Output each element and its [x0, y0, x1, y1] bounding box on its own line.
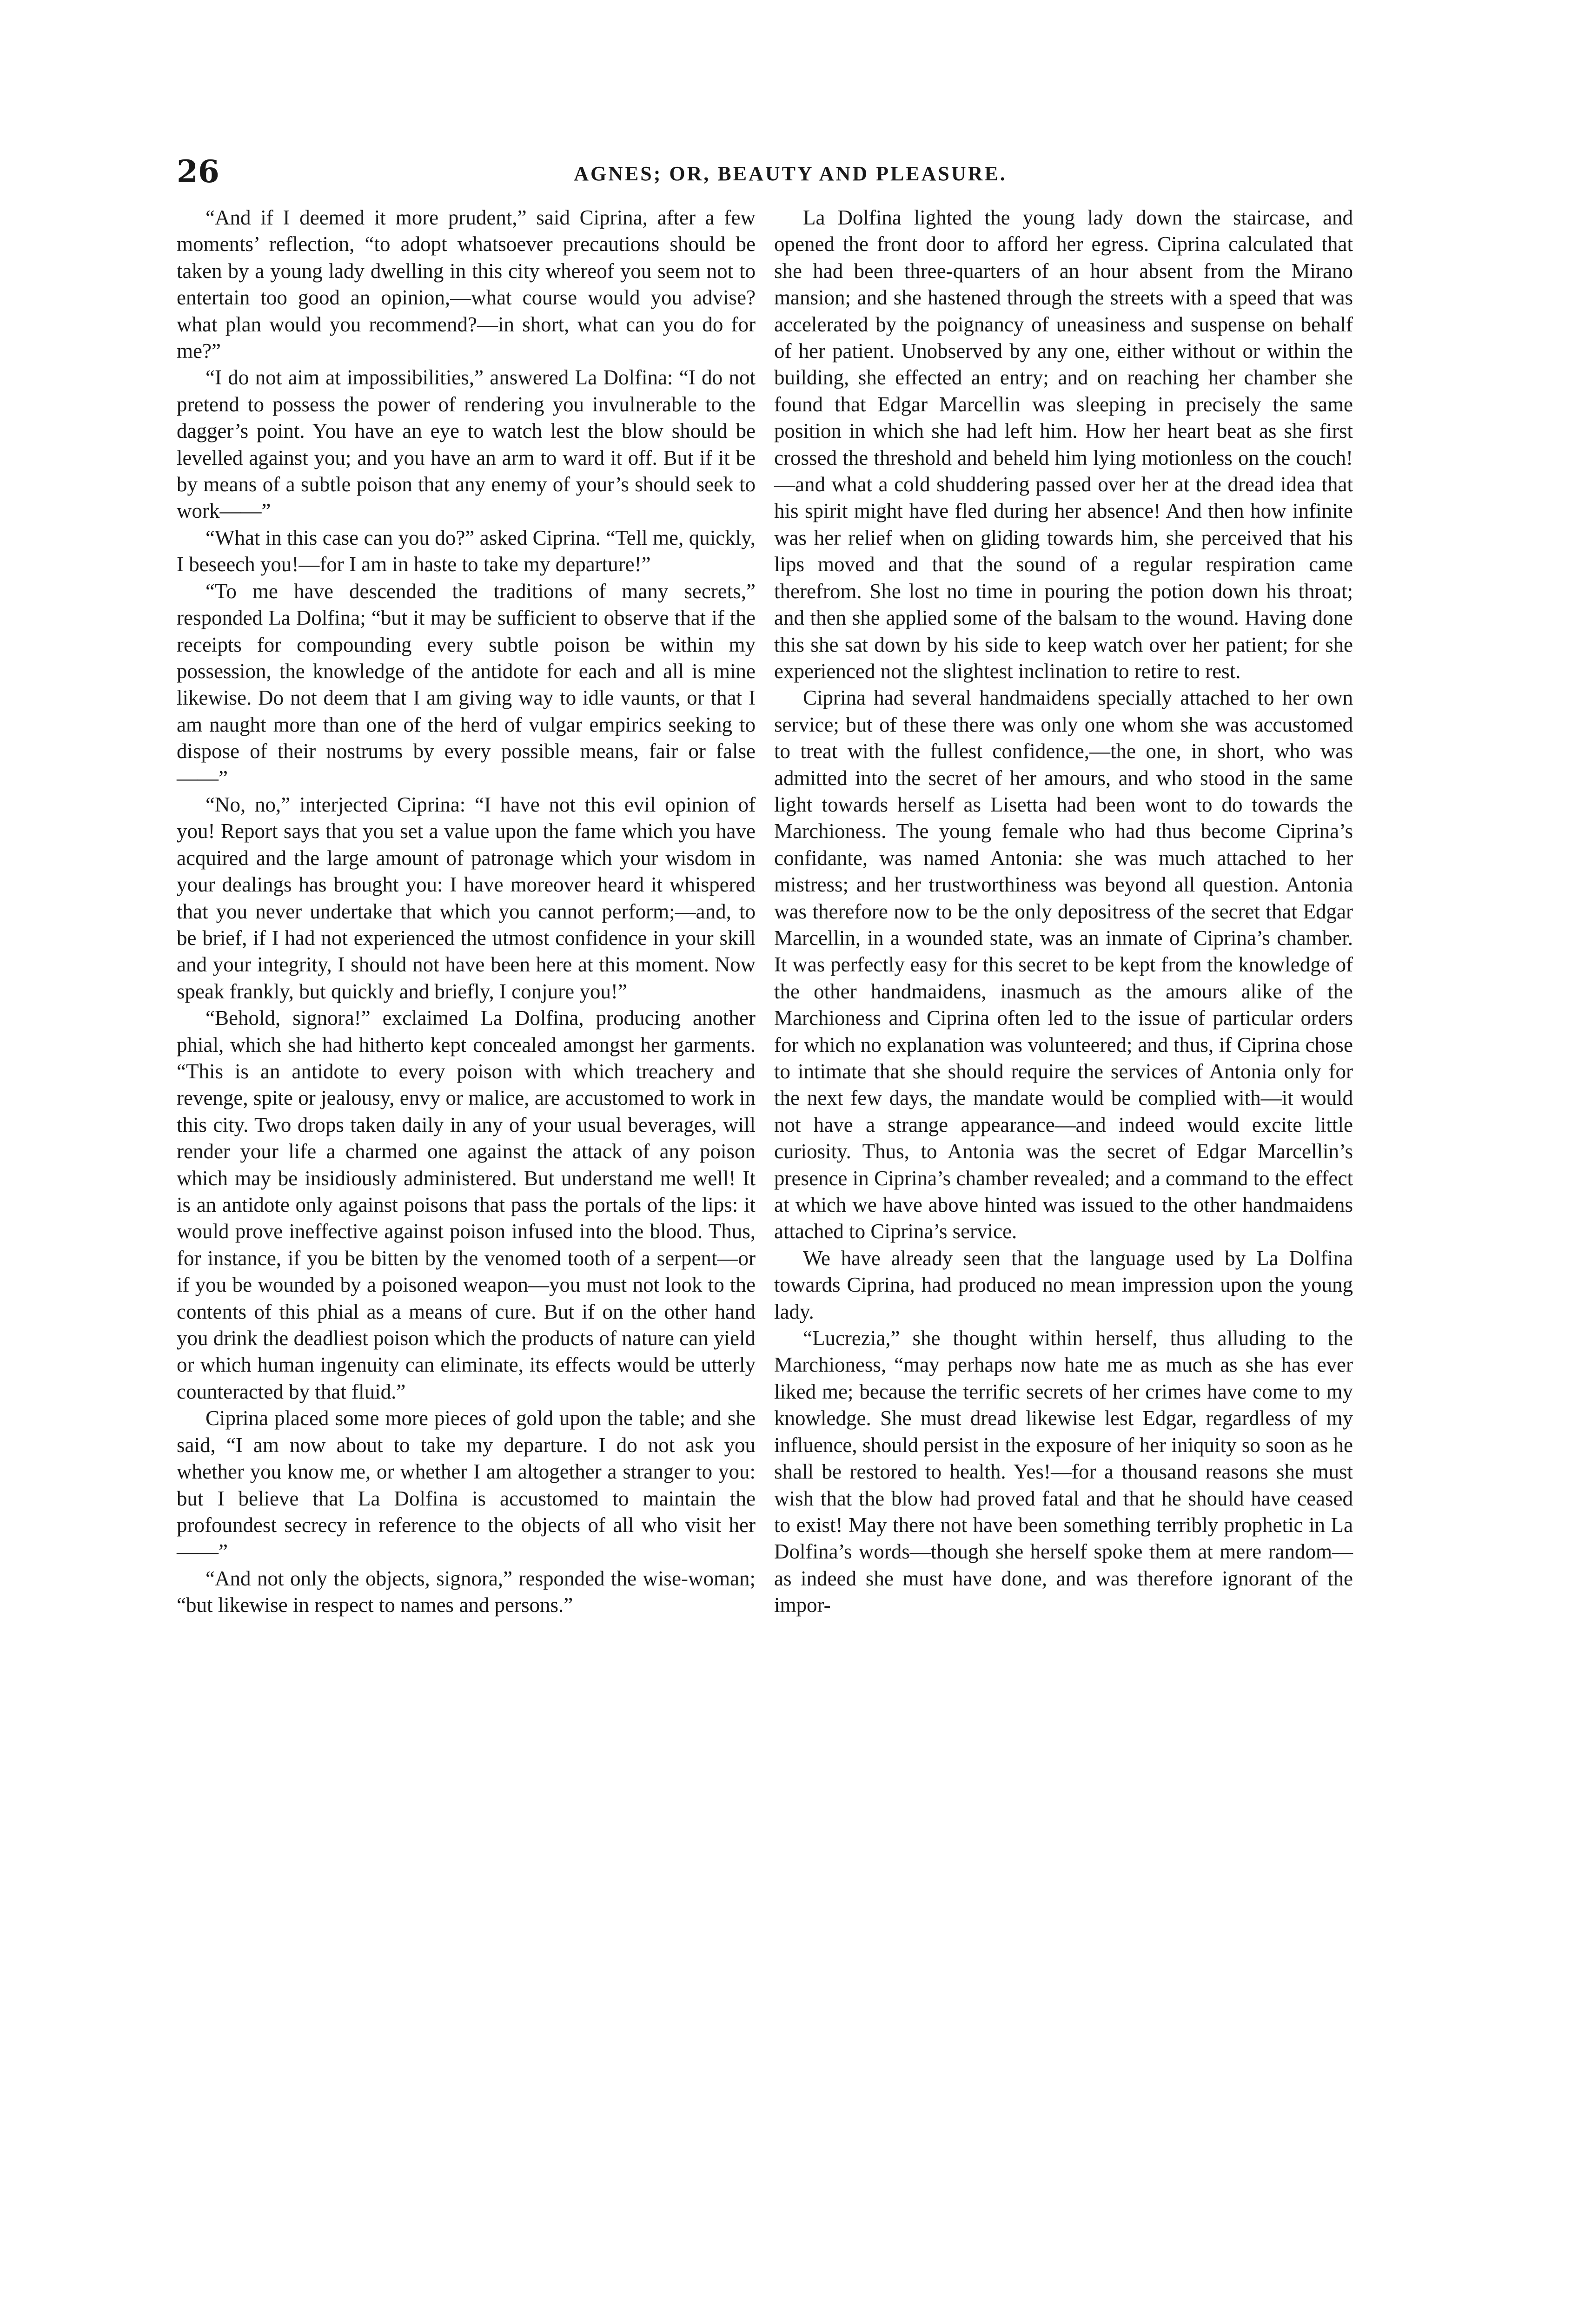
page-number: 26 [177, 153, 219, 190]
paragraph: We have already seen that the language used by La Dolfina towards Ciprina, had produced no mean impression upon the young lady. [774, 1246, 1353, 1323]
paragraph: “And not only the objects, signora,” responded the wise-woman; “but likewise in respect to names and persons.” [177, 1566, 756, 1617]
paragraph: “And if I deemed it more prudent,” said Ciprina, after a few moments’ reflection, “to adopt whatsoever precautions should be taken by a young lady dwelling in this city whereof you seem not to entertain too good an opinion,—what course would you advise? what plan would you recommend?—in short, what can you do for me?” [177, 206, 756, 363]
page-header [177, 153, 1404, 191]
paragraph: “I do not aim at impossibilities,” answered La Dolfina: “I do not pretend to possess the power of rendering you invulnerable to the dagger’s point. You have an eye to watch lest the blow should be levelled against you; and you have an arm to ward it off. But if it be by means of a subtle poison that any enemy of your’s should seek to work——” [177, 366, 756, 523]
right-column [774, 205, 1353, 1619]
paragraph: “Behold, signora!” exclaimed La Dolfina, producing another phial, which she had hitherto kept concealed amongst her garments. “This is an antidote to every poison with which treachery and revenge, spite or jealousy, envy or malice, are accustomed to work in this city. Two drops taken daily in any of your usual beverages, will render your life a charmed one against the attack of any poison which may be insidiously administered. But understand me well! It is an antidote only against poisons that pass the portals of the lips: it would prove ineffective against poison infused into the blood. Thus, for instance, if you be bitten by the venomed tooth of a serpent—or if you be wounded by a poisoned weapon—you must not look to the contents of this phial as a means of cure. But if on the other hand you drink the deadliest poison which the products of nature can yield or which human ingenuity can eliminate, its effects would be utterly counteracted by that fluid.” [177, 1006, 756, 1403]
paragraph: “What in this case can you do?” asked Ciprina. “Tell me, quickly, I beseech you!—for I am in haste to take my departure!” [177, 526, 756, 576]
paragraph: Ciprina placed some more pieces of gold upon the table; and she said, “I am now about to take my departure. I do not ask you whether you know me, or whether I am altogether a stranger to you: but I believe that La Dolfina is accustomed to maintain the profoundest secrecy in reference to the objects of all who visit her——” [177, 1406, 756, 1564]
paragraph: “Lucrezia,” she thought within herself, thus alluding to the Marchioness, “may perhaps now hate me as much as she has ever liked me; because the terrific secrets of her crimes have come to my knowledge. She must dread likewise lest Edgar, regardless of my influence, should persist in the exposure of her iniquity so soon as he shall be restored to health. Yes!—for a thousand reasons she must wish that the blow had proved fatal and that he should have ceased to exist! May there not have been something terribly prophetic in La Dolfina’s words—though she herself spoke them at mere random—as indeed she must have done, and was therefore ignorant of the impor- [774, 1327, 1353, 1617]
left-column [177, 205, 756, 1619]
paragraph: “To me have descended the traditions of many secrets,” responded La Dolfina; “but it may be sufficient to observe that if the receipts for compounding every subtle poison be within my possession, the knowledge of the antidote for each and all is mine likewise. Do not deem that I am giving way to idle vaunts, or that I am naught more than one of the herd of vulgar empirics seeking to dispose of their nostrums by every possible means, fair or false——” [177, 579, 756, 790]
paragraph: La Dolfina lighted the young lady down the staircase, and opened the front door to afford her egress. Ciprina calculated that she had been three-quarters of an hour absent from the Mirano mansion; and she hastened through the streets with a speed that was accelerated by the poignancy of uneasiness and suspense on behalf of her patient. Unobserved by any one, either without or within the building, she effected an entry; and on reaching her chamber she found that Edgar Marcellin was sleeping in precisely the same position in which she had left him. How her heart beat as she first crossed the threshold and beheld him lying motionless on the couch!—and what a cold shuddering passed over her at the dread idea that his spirit might have fled during her absence! And then how infinite was her relief when on gliding towards him, she perceived that his lips moved and that the sound of a regular respiration came therefrom. She lost no time in pouring the potion down his throat; and then she applied some of the balsam to the wound. Having done this she sat down by his side to keep watch over her patient; for she experienced not the slightest inclination to retire to rest. [774, 206, 1353, 683]
paragraph: “No, no,” interjected Ciprina: “I have not this evil opinion of you! Report says that you set a value upon the fame which you have acquired and the large amount of patronage which your wisdom in your dealings has brought you: I have moreover heard it whispered that you never undertake that which you cannot perform;—and, to be brief, if I had not experienced the utmost confidence in your skill and your integrity, I should not have been here at this moment. Now speak frankly, but quickly and briefly, I conjure you!” [177, 792, 756, 1003]
paragraph: Ciprina had several handmaidens specially attached to her own service; but of these there was only one whom she was accustomed to treat with the fullest confidence,—the one, in short, who was admitted into the secret of her amours, and who stood in the same light towards herself as Lisetta had been wont to do towards the Marchioness. The young female who had thus become Ciprina’s confidante, was named Antonia: she was much attached to her mistress; and her trustworthiness was beyond all question. Antonia was therefore now to be the only depositress of the secret that Edgar Marcellin, in a wounded state, was an inmate of Ciprina’s chamber. It was perfectly easy for this secret to be kept from the knowledge of the other handmaidens, inasmuch as the amours alike of the Marchioness and Ciprina often led to the issue of particular orders for which no explanation was volunteered; and thus, if Ciprina chose to intimate that she should require the services of Antonia only for the next few days, the mandate would be complied with—it would not have a strange appearance—and indeed would excite little curiosity. Thus, to Antonia was the secret of Edgar Marcellin’s presence in Ciprina’s chamber revealed; and a command to the effect at which we have above hinted was issued to the other handmaidens attached to Ciprina’s service. [774, 686, 1353, 1243]
running-title: AGNES; OR, BEAUTY AND PLEASURE. [574, 162, 1007, 185]
